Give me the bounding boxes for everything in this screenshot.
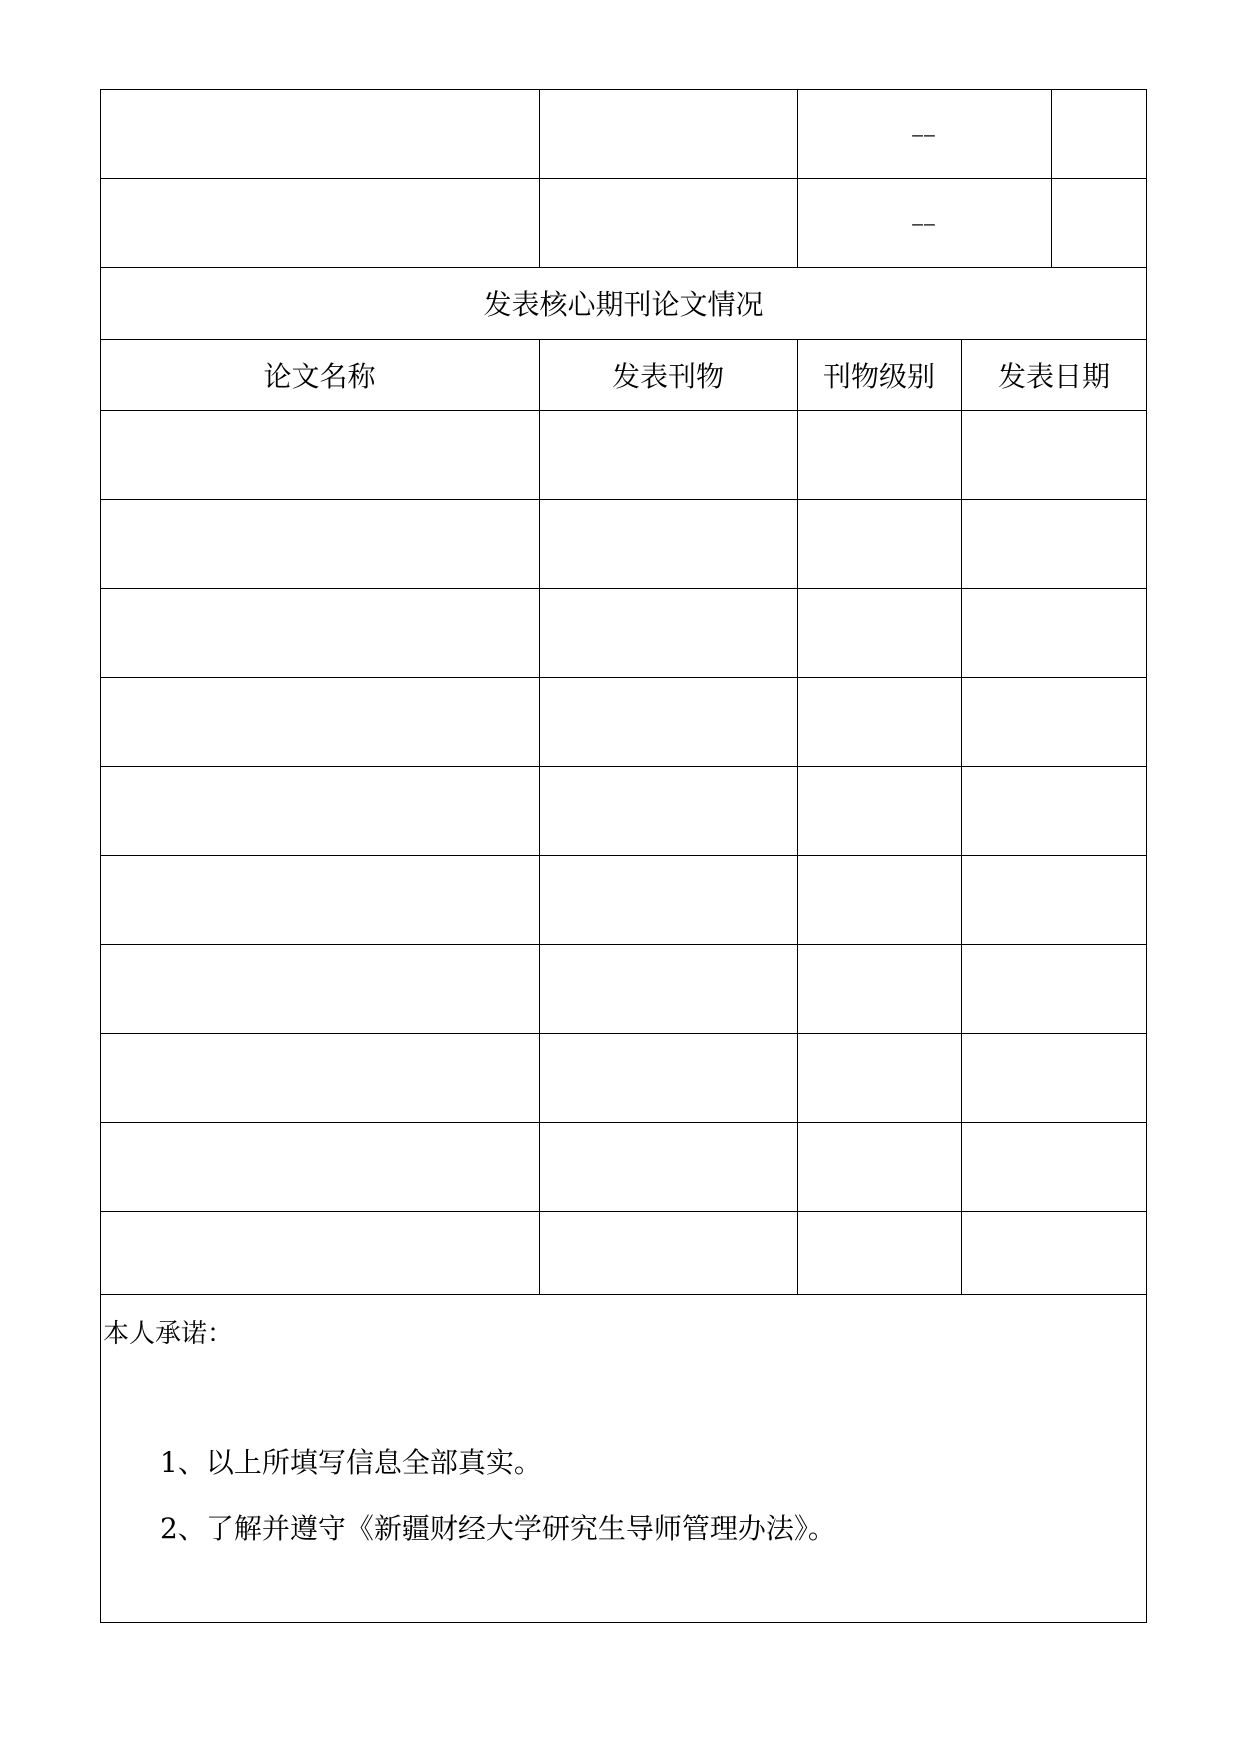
section-title: 发表核心期刊论文情况 [483,288,764,321]
col-divider [797,339,798,1294]
row-divider [100,1211,1147,1212]
row-divider [100,677,1147,678]
row-divider [100,410,1147,411]
pledge-item: 1、以上所填写信息全部真实。 [160,1446,542,1479]
header-journal: 发表刊物 [611,359,724,393]
row-divider [100,1033,1147,1034]
row-divider [100,1122,1147,1123]
dash-mark: —— [912,124,936,146]
header-paper-title: 论文名称 [263,359,376,393]
row-divider [100,499,1147,500]
header-journal-level: 刊物级别 [822,359,935,393]
row-divider [100,766,1147,767]
col-divider [539,89,540,267]
pledge-item: 2、了解并遵守《新疆财经大学研究生导师管理办法》。 [160,1512,836,1545]
col-divider [539,339,540,1294]
header-publish-date: 发表日期 [997,359,1110,393]
row-divider [100,588,1147,589]
col-divider [961,339,962,1294]
row-divider [100,944,1147,945]
pledge-title: 本人承诺： [103,1319,234,1349]
row-divider [100,178,1147,179]
row-divider [100,855,1147,856]
dash-mark: —— [912,213,936,235]
col-divider [1051,89,1052,267]
row-divider [100,1294,1147,1295]
